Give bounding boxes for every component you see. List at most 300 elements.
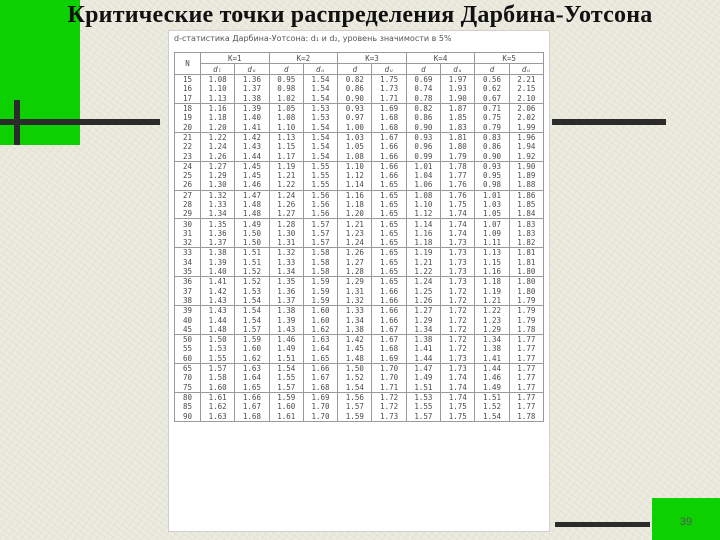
subheader-du: dᵤ <box>303 64 337 75</box>
value-cell: 1.30 <box>201 180 235 190</box>
table-row <box>175 132 544 142</box>
value-cell: 1.74 <box>441 209 475 219</box>
table-row <box>175 122 544 132</box>
table-row <box>175 363 544 373</box>
value-cell: 1.81 <box>441 132 475 142</box>
value-cell: 1.63 <box>201 411 235 421</box>
value-cell: 1.43 <box>235 142 269 151</box>
value-cell: 1.41 <box>235 122 269 132</box>
slide-title: Критические точки распределения Дарбина-Уотсона <box>67 2 653 28</box>
value-cell: 1.42 <box>338 335 372 345</box>
value-cell: 1.34 <box>269 267 303 277</box>
value-cell: 1.24 <box>406 277 440 287</box>
value-cell: 1.51 <box>235 258 269 267</box>
value-cell: 1.89 <box>509 171 543 180</box>
value-cell: 1.28 <box>338 267 372 277</box>
value-cell: 1.65 <box>372 238 406 248</box>
value-cell: 0.95 <box>475 171 509 180</box>
value-cell: 1.73 <box>372 84 406 93</box>
value-cell: 1.44 <box>235 151 269 161</box>
value-cell: 1.66 <box>303 363 337 373</box>
value-cell: 1.38 <box>235 94 269 104</box>
value-cell: 1.72 <box>441 325 475 335</box>
value-cell: 1.77 <box>509 402 543 411</box>
subheader-du: dᵤ <box>235 64 269 75</box>
value-cell: 1.60 <box>303 306 337 316</box>
row-n-cell: 30 <box>175 219 201 229</box>
value-cell: 1.66 <box>372 306 406 316</box>
value-cell: 0.78 <box>406 94 440 104</box>
value-cell: 1.56 <box>303 209 337 219</box>
value-cell: 1.43 <box>201 296 235 306</box>
value-cell: 1.72 <box>441 306 475 316</box>
value-cell: 1.65 <box>303 354 337 364</box>
value-cell: 1.05 <box>338 142 372 151</box>
group-header-k2: K=2 <box>269 53 338 64</box>
subheader-du: dᵤ <box>441 64 475 75</box>
value-cell: 1.08 <box>269 113 303 122</box>
value-cell: 1.56 <box>338 392 372 402</box>
value-cell: 1.53 <box>406 392 440 402</box>
value-cell: 1.75 <box>372 75 406 85</box>
value-cell: 1.55 <box>303 180 337 190</box>
value-cell: 1.01 <box>406 161 440 171</box>
value-cell: 0.96 <box>406 142 440 151</box>
row-n-cell: 40 <box>175 315 201 324</box>
table-row <box>175 287 544 296</box>
value-cell: 1.79 <box>509 306 543 316</box>
value-cell: 1.49 <box>475 383 509 393</box>
value-cell: 1.38 <box>475 344 509 353</box>
value-cell: 1.31 <box>338 287 372 296</box>
value-cell: 1.52 <box>338 373 372 382</box>
value-cell: 0.86 <box>338 84 372 93</box>
value-cell: 1.10 <box>201 84 235 93</box>
value-cell: 1.65 <box>372 190 406 200</box>
value-cell: 1.13 <box>201 94 235 104</box>
value-cell: 1.74 <box>441 383 475 393</box>
table-row <box>175 75 544 85</box>
value-cell: 1.50 <box>235 229 269 238</box>
value-cell: 1.58 <box>303 267 337 277</box>
value-cell: 1.01 <box>475 190 509 200</box>
value-cell: 1.18 <box>338 200 372 209</box>
value-cell: 1.65 <box>235 383 269 393</box>
row-n-cell: 35 <box>175 267 201 277</box>
value-cell: 1.16 <box>406 229 440 238</box>
value-cell: 1.55 <box>303 171 337 180</box>
value-cell: 1.59 <box>235 335 269 345</box>
value-cell: 1.74 <box>441 229 475 238</box>
value-cell: 1.14 <box>406 219 440 229</box>
decor-bar-left-vertical <box>14 100 20 145</box>
value-cell: 1.65 <box>372 180 406 190</box>
value-cell: 1.57 <box>338 402 372 411</box>
value-cell: 1.52 <box>475 402 509 411</box>
value-cell: 1.57 <box>303 238 337 248</box>
value-cell: 1.31 <box>269 238 303 248</box>
value-cell: 1.20 <box>338 209 372 219</box>
value-cell: 1.15 <box>475 258 509 267</box>
value-cell: 1.54 <box>235 306 269 316</box>
value-cell: 1.78 <box>441 161 475 171</box>
value-cell: 0.82 <box>338 75 372 85</box>
value-cell: 1.22 <box>475 306 509 316</box>
row-n-cell: 34 <box>175 258 201 267</box>
value-cell: 1.66 <box>372 161 406 171</box>
value-cell: 1.35 <box>201 219 235 229</box>
value-cell: 1.63 <box>235 363 269 373</box>
value-cell: 1.51 <box>406 383 440 393</box>
table-row <box>175 258 544 267</box>
value-cell: 1.74 <box>441 373 475 382</box>
table-row <box>175 171 544 180</box>
durbin-watson-table <box>174 52 544 422</box>
value-cell: 1.55 <box>406 402 440 411</box>
value-cell: 1.72 <box>441 296 475 306</box>
row-n-cell: 75 <box>175 383 201 393</box>
table-row <box>175 373 544 382</box>
value-cell: 1.73 <box>441 277 475 287</box>
value-cell: 0.95 <box>269 75 303 85</box>
group-header-k4: K=4 <box>406 53 475 64</box>
group-header-k5: K=5 <box>475 53 544 64</box>
row-n-cell: 31 <box>175 229 201 238</box>
value-cell: 0.82 <box>406 103 440 113</box>
value-cell: 1.85 <box>441 113 475 122</box>
row-n-cell: 36 <box>175 277 201 287</box>
value-cell: 1.38 <box>406 335 440 345</box>
value-cell: 1.86 <box>509 190 543 200</box>
value-cell: 1.65 <box>372 277 406 287</box>
value-cell: 1.45 <box>338 344 372 353</box>
value-cell: 1.66 <box>372 287 406 296</box>
value-cell: 1.36 <box>235 75 269 85</box>
value-cell: 0.90 <box>475 151 509 161</box>
value-cell: 1.05 <box>475 209 509 219</box>
value-cell: 0.90 <box>406 122 440 132</box>
value-cell: 1.54 <box>269 363 303 373</box>
value-cell: 1.59 <box>303 287 337 296</box>
value-cell: 1.65 <box>372 258 406 267</box>
value-cell: 1.78 <box>509 411 543 421</box>
value-cell: 1.72 <box>441 315 475 324</box>
value-cell: 1.03 <box>475 200 509 209</box>
value-cell: 1.34 <box>338 315 372 324</box>
value-cell: 1.33 <box>269 258 303 267</box>
row-n-cell: 55 <box>175 344 201 353</box>
value-cell: 1.36 <box>269 287 303 296</box>
value-cell: 1.73 <box>441 267 475 277</box>
value-cell: 1.65 <box>372 209 406 219</box>
value-cell: 1.73 <box>441 354 475 364</box>
value-cell: 1.33 <box>338 306 372 316</box>
value-cell: 1.55 <box>303 161 337 171</box>
value-cell: 1.70 <box>372 363 406 373</box>
value-cell: 1.24 <box>269 190 303 200</box>
value-cell: 1.44 <box>201 315 235 324</box>
value-cell: 1.46 <box>235 180 269 190</box>
table-row <box>175 142 544 151</box>
value-cell: 1.05 <box>269 103 303 113</box>
value-cell: 1.51 <box>269 354 303 364</box>
value-cell: 1.61 <box>201 392 235 402</box>
value-cell: 1.59 <box>303 296 337 306</box>
value-cell: 1.77 <box>509 354 543 364</box>
value-cell: 1.53 <box>201 344 235 353</box>
value-cell: 1.54 <box>303 132 337 142</box>
value-cell: 1.29 <box>201 171 235 180</box>
row-n-cell: 29 <box>175 209 201 219</box>
value-cell: 1.23 <box>338 229 372 238</box>
value-cell: 1.64 <box>235 373 269 382</box>
value-cell: 1.76 <box>441 190 475 200</box>
page-number-box <box>652 498 720 540</box>
value-cell: 1.78 <box>509 325 543 335</box>
value-cell: 1.45 <box>235 171 269 180</box>
row-n-cell: 85 <box>175 402 201 411</box>
value-cell: 1.66 <box>372 315 406 324</box>
value-cell: 1.66 <box>372 151 406 161</box>
value-cell: 1.53 <box>303 113 337 122</box>
value-cell: 1.40 <box>201 267 235 277</box>
value-cell: 0.86 <box>475 142 509 151</box>
table-row <box>175 277 544 287</box>
value-cell: 1.50 <box>235 238 269 248</box>
value-cell: 1.77 <box>509 373 543 382</box>
value-cell: 1.57 <box>303 219 337 229</box>
value-cell: 1.24 <box>338 238 372 248</box>
subheader-dl: dₗ <box>201 64 235 75</box>
value-cell: 1.37 <box>201 238 235 248</box>
value-cell: 1.79 <box>509 296 543 306</box>
value-cell: 1.79 <box>441 151 475 161</box>
subheader-dl: d <box>269 64 303 75</box>
value-cell: 1.37 <box>235 84 269 93</box>
value-cell: 1.92 <box>509 151 543 161</box>
row-n-cell: 32 <box>175 238 201 248</box>
value-cell: 1.13 <box>475 248 509 258</box>
row-n-cell: 50 <box>175 335 201 345</box>
value-cell: 1.22 <box>269 180 303 190</box>
value-cell: 1.55 <box>269 373 303 382</box>
value-cell: 1.90 <box>441 94 475 104</box>
value-cell: 1.49 <box>406 373 440 382</box>
value-cell: 1.66 <box>235 392 269 402</box>
value-cell: 1.77 <box>509 344 543 353</box>
value-cell: 1.59 <box>338 411 372 421</box>
value-cell: 1.75 <box>441 200 475 209</box>
row-n-cell: 16 <box>175 84 201 93</box>
value-cell: 1.34 <box>475 335 509 345</box>
value-cell: 1.40 <box>235 113 269 122</box>
value-cell: 1.66 <box>372 171 406 180</box>
value-cell: 1.75 <box>441 411 475 421</box>
decor-bar-left <box>0 119 160 125</box>
value-cell: 1.33 <box>201 200 235 209</box>
value-cell: 1.20 <box>201 122 235 132</box>
row-n-cell: 20 <box>175 122 201 132</box>
row-n-cell: 38 <box>175 296 201 306</box>
value-cell: 1.27 <box>269 209 303 219</box>
value-cell: 1.72 <box>372 402 406 411</box>
value-cell: 1.38 <box>201 248 235 258</box>
row-n-cell: 37 <box>175 287 201 296</box>
table-row <box>175 219 544 229</box>
group-header-k3: K=3 <box>338 53 407 64</box>
table-row <box>175 180 544 190</box>
value-cell: 1.77 <box>509 335 543 345</box>
value-cell: 1.58 <box>303 248 337 258</box>
value-cell: 1.65 <box>372 267 406 277</box>
value-cell: 2.15 <box>509 84 543 93</box>
row-n-cell: 27 <box>175 190 201 200</box>
value-cell: 1.77 <box>441 171 475 180</box>
value-cell: 1.84 <box>509 209 543 219</box>
value-cell: 1.77 <box>509 363 543 373</box>
subheader-dl: d <box>338 64 372 75</box>
value-cell: 1.49 <box>235 219 269 229</box>
value-cell: 1.64 <box>303 344 337 353</box>
value-cell: 1.73 <box>441 248 475 258</box>
value-cell: 1.69 <box>372 354 406 364</box>
value-cell: 1.29 <box>338 277 372 287</box>
value-cell: 1.73 <box>441 238 475 248</box>
value-cell: 1.68 <box>235 411 269 421</box>
value-cell: 1.56 <box>303 190 337 200</box>
value-cell: 1.48 <box>338 354 372 364</box>
table-row <box>175 94 544 104</box>
value-cell: 1.06 <box>406 180 440 190</box>
decor-bar-bottom <box>555 522 650 527</box>
row-n-cell: 33 <box>175 248 201 258</box>
value-cell: 1.61 <box>269 411 303 421</box>
value-cell: 0.69 <box>406 75 440 85</box>
value-cell: 2.02 <box>509 113 543 122</box>
value-cell: 1.83 <box>509 219 543 229</box>
value-cell: 1.72 <box>372 392 406 402</box>
value-cell: 1.74 <box>441 392 475 402</box>
value-cell: 1.51 <box>475 392 509 402</box>
value-cell: 2.21 <box>509 75 543 85</box>
value-cell: 1.39 <box>201 258 235 267</box>
value-cell: 1.47 <box>406 363 440 373</box>
value-cell: 1.42 <box>235 132 269 142</box>
value-cell: 0.74 <box>406 84 440 93</box>
value-cell: 1.85 <box>509 200 543 209</box>
value-cell: 1.72 <box>441 287 475 296</box>
value-cell: 1.73 <box>441 258 475 267</box>
value-cell: 1.74 <box>441 219 475 229</box>
value-cell: 1.32 <box>201 190 235 200</box>
value-cell: 1.34 <box>406 325 440 335</box>
table-row <box>175 161 544 171</box>
value-cell: 1.41 <box>406 344 440 353</box>
value-cell: 1.80 <box>441 142 475 151</box>
value-cell: 1.62 <box>201 402 235 411</box>
value-cell: 1.21 <box>269 171 303 180</box>
value-cell: 1.21 <box>338 219 372 229</box>
value-cell: 1.18 <box>406 238 440 248</box>
value-cell: 1.48 <box>235 209 269 219</box>
value-cell: 0.93 <box>338 103 372 113</box>
value-cell: 1.54 <box>475 411 509 421</box>
value-cell: 1.94 <box>509 142 543 151</box>
value-cell: 1.68 <box>372 344 406 353</box>
value-cell: 1.83 <box>509 229 543 238</box>
value-cell: 1.69 <box>372 103 406 113</box>
value-cell: 1.26 <box>406 296 440 306</box>
value-cell: 1.68 <box>303 383 337 393</box>
value-cell: 1.71 <box>372 383 406 393</box>
value-cell: 1.17 <box>269 151 303 161</box>
row-n-cell: 70 <box>175 373 201 382</box>
value-cell: 1.67 <box>372 335 406 345</box>
value-cell: 1.54 <box>235 315 269 324</box>
value-cell: 1.10 <box>406 200 440 209</box>
value-cell: 1.38 <box>338 325 372 335</box>
value-cell: 1.21 <box>406 258 440 267</box>
value-cell: 1.65 <box>372 219 406 229</box>
value-cell: 1.57 <box>201 363 235 373</box>
value-cell: 1.42 <box>201 287 235 296</box>
value-cell: 1.52 <box>235 267 269 277</box>
value-cell: 1.77 <box>509 383 543 393</box>
row-n-cell: 28 <box>175 200 201 209</box>
value-cell: 1.73 <box>372 411 406 421</box>
value-cell: 1.54 <box>303 122 337 132</box>
value-cell: 1.65 <box>372 248 406 258</box>
value-cell: 1.67 <box>372 325 406 335</box>
value-cell: 1.09 <box>475 229 509 238</box>
value-cell: 1.87 <box>441 103 475 113</box>
value-cell: 1.25 <box>406 287 440 296</box>
row-n-cell: 23 <box>175 151 201 161</box>
value-cell: 1.70 <box>303 402 337 411</box>
value-cell: 1.53 <box>303 103 337 113</box>
row-n-cell: 26 <box>175 180 201 190</box>
value-cell: 1.38 <box>269 306 303 316</box>
row-n-cell: 19 <box>175 113 201 122</box>
value-cell: 1.63 <box>303 335 337 345</box>
value-cell: 1.07 <box>475 219 509 229</box>
table-row <box>175 306 544 316</box>
value-cell: 1.29 <box>475 325 509 335</box>
value-cell: 1.22 <box>201 132 235 142</box>
value-cell: 1.13 <box>269 132 303 142</box>
value-cell: 1.08 <box>201 75 235 85</box>
table-row <box>175 238 544 248</box>
value-cell: 1.58 <box>201 373 235 382</box>
value-cell: 1.73 <box>441 363 475 373</box>
value-cell: 1.24 <box>201 142 235 151</box>
table-row <box>175 411 544 421</box>
value-cell: 1.37 <box>269 296 303 306</box>
row-n-cell: 25 <box>175 171 201 180</box>
table-row <box>175 229 544 238</box>
value-cell: 1.71 <box>372 94 406 104</box>
value-cell: 1.75 <box>441 402 475 411</box>
row-n-cell: 15 <box>175 75 201 85</box>
row-n-cell: 90 <box>175 411 201 421</box>
subheader-du: dᵤ <box>509 64 543 75</box>
value-cell: 0.90 <box>338 94 372 104</box>
table-row <box>175 103 544 113</box>
value-cell: 1.57 <box>406 411 440 421</box>
value-cell: 1.70 <box>372 373 406 382</box>
table-row <box>175 267 544 277</box>
table-row <box>175 354 544 364</box>
